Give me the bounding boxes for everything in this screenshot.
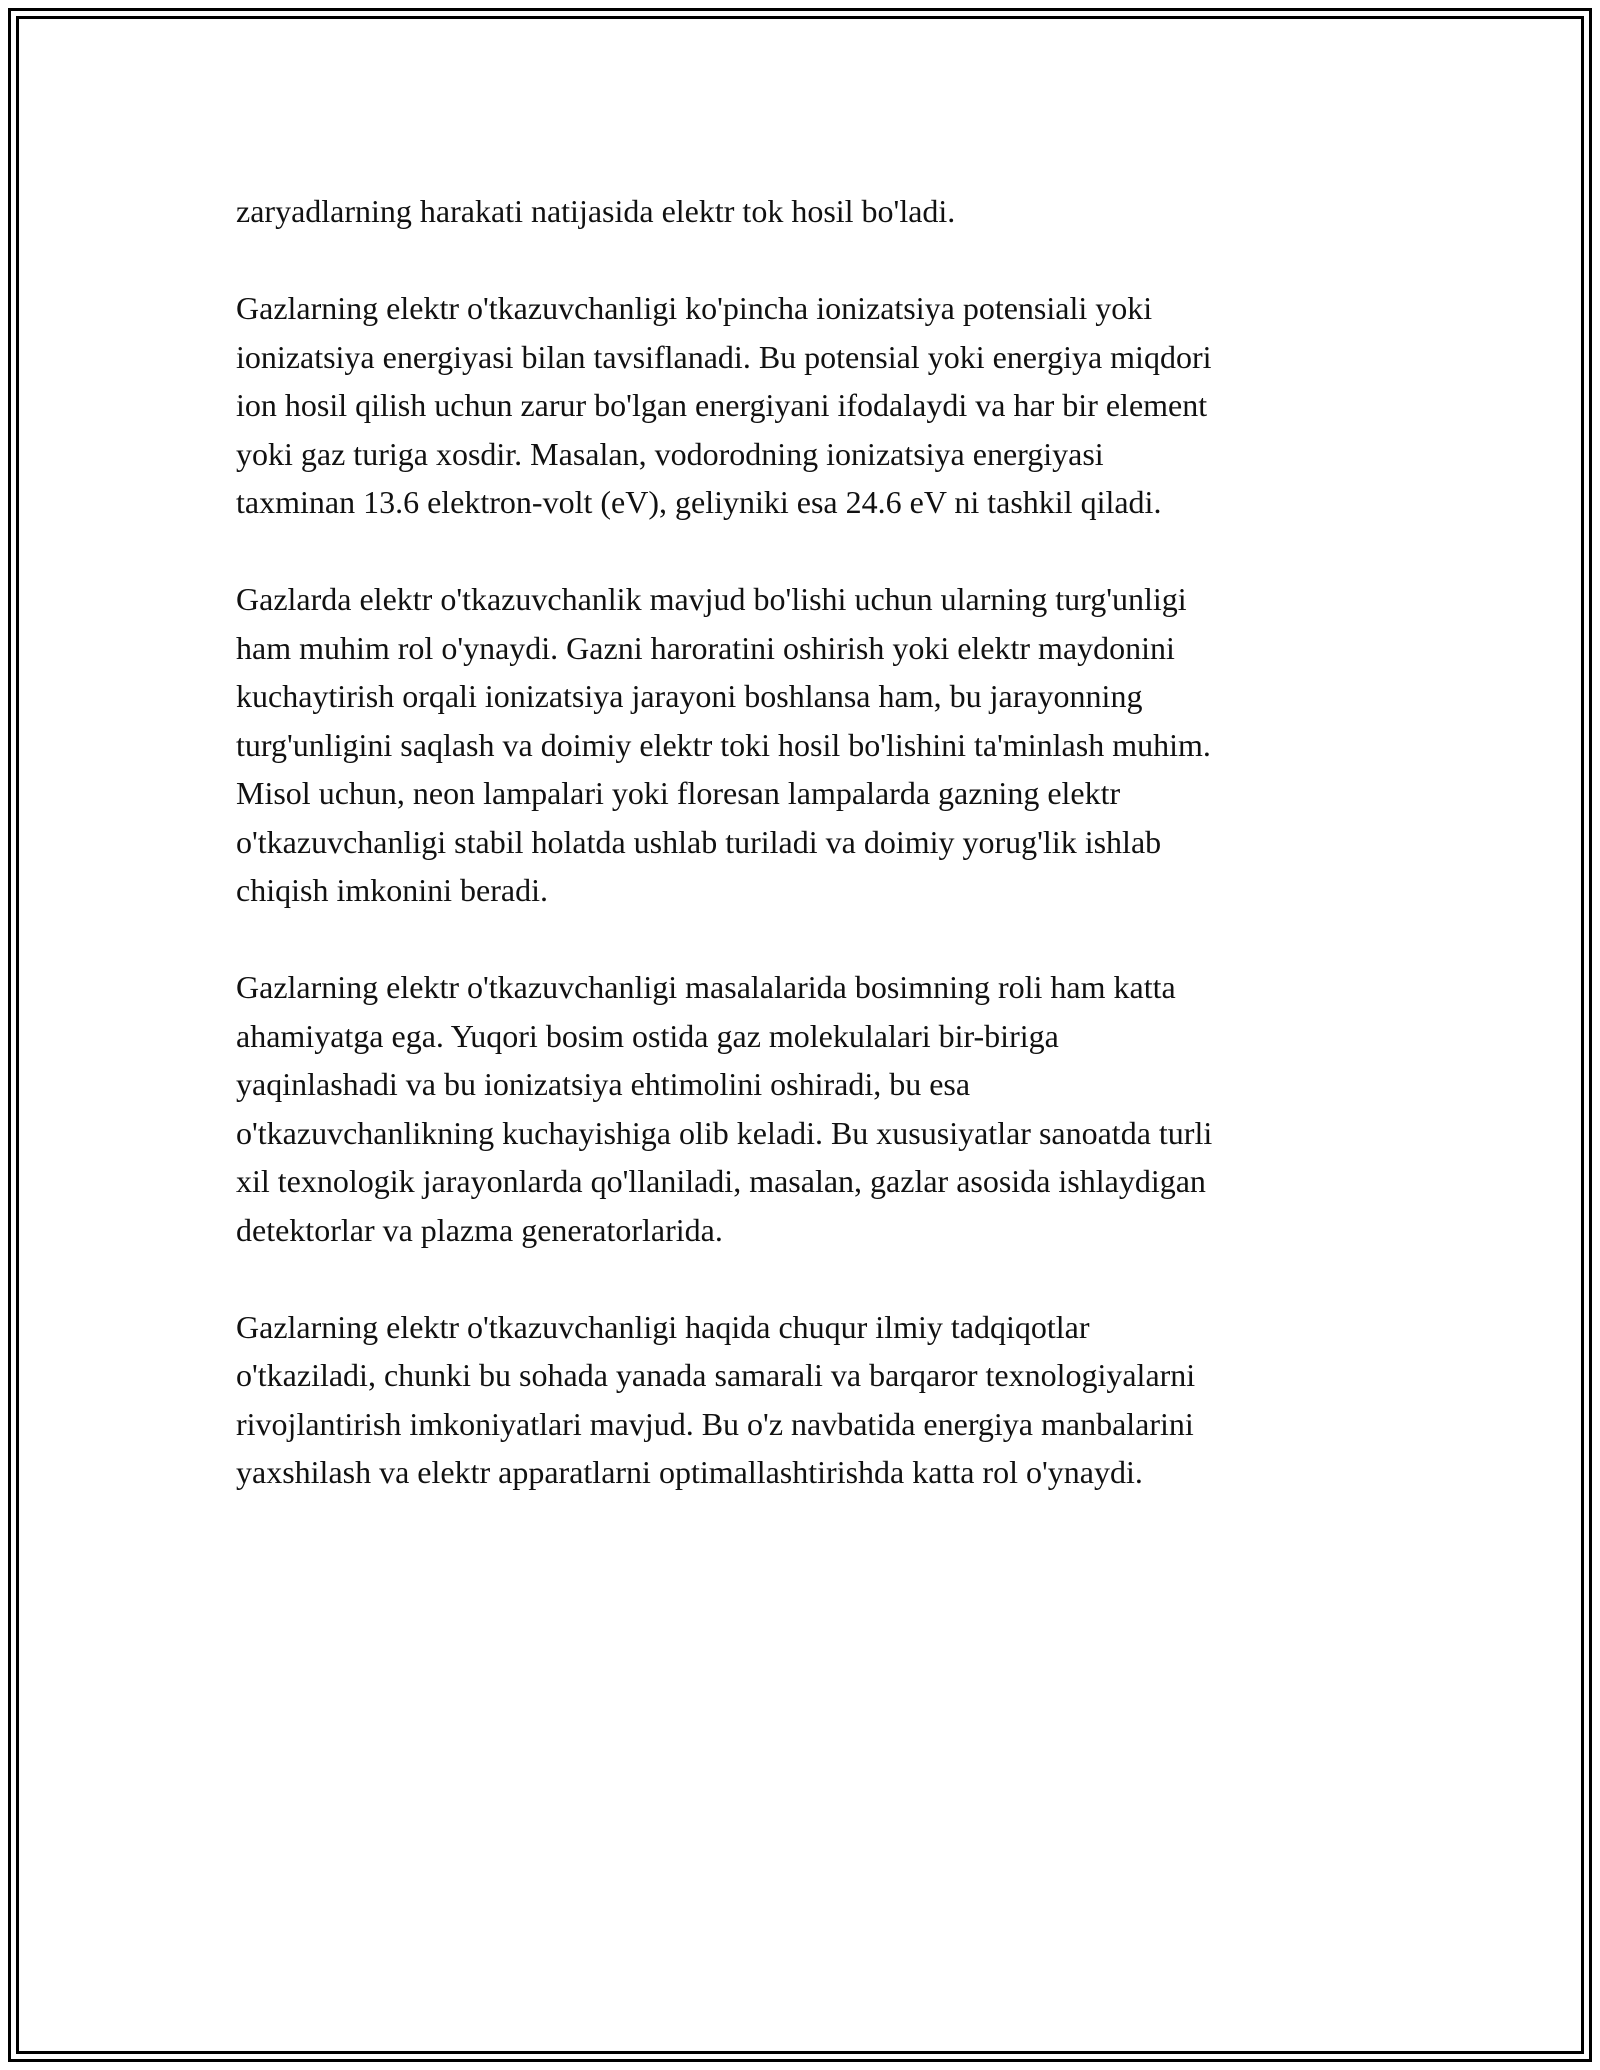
paragraph-2: Gazlarning elektr o'tkazuvchanligi ko'pincha ionizatsiya potensiali yoki ionizatsiya energiyasi bilan tavsiflanadi. Bu potensial yoki energiya miqdori ion hosil qilish uchun zarur bo'lgan energiyani ifodalaydi va har bir element yoki gaz turiga xosdir. Masalan, vodorodning ionizatsiya energiyasi taxminan 13.6 elektron-volt (eV), geliyniki esa 24.6 eV ni tashkil qiladi. [236, 290, 1212, 520]
paragraph-4: Gazlarning elektr o'tkazuvchanligi masalalarida bosimning roli ham katta ahamiyatga ega. Yuqori bosim ostida gaz molekulalari bir-biriga yaqinlashadi va bu ionizatsiya ehtimolini oshiradi, bu esa o'tkazuvchanlikning kuchayishiga olib keladi. Bu xususiyatlar sanoatda turli xil texnologik jarayonlarda qo'llaniladi, masalan, gazlar asosida ishlaydigan detektorlar va plazma generatorlarida. [236, 969, 1213, 1248]
paragraph-3: Gazlarda elektr o'tkazuvchanlik mavjud bo'lishi uchun ularning turg'unligi ham muhim rol o'ynaydi. Gazni haroratini oshirish yoki elektr maydonini kuchaytirish orqali ionizatsiya jarayoni boshlansa ham, bu jarayonning turg'unligini saqlash va doimiy elektr toki hosil bo'lishini ta'minlash muhim. Misol uchun, neon lampalari yoki floresan lampalarda gazning elektr o'tkazuvchanligi stabil holatda ushlab turiladi va doimiy yorug'lik ishlab chiqish imkonini beradi. [236, 581, 1211, 908]
paragraph-1: zaryadlarning harakati natijasida elektr tok hosil bo'ladi. [236, 193, 956, 229]
document-body [236, 187, 1371, 1497]
paragraph-5: Gazlarning elektr o'tkazuvchanligi haqida chuqur ilmiy tadqiqotlar o'tkaziladi, chunki bu sohada yanada samarali va barqaror texnologiyalarni rivojlantirish imkoniyatlari mavjud. Bu o'z navbatida energiya manbalarini yaxshilash va elektr apparatlarni optimallashtirishda katta rol o'ynaydi. [236, 1308, 1196, 1490]
